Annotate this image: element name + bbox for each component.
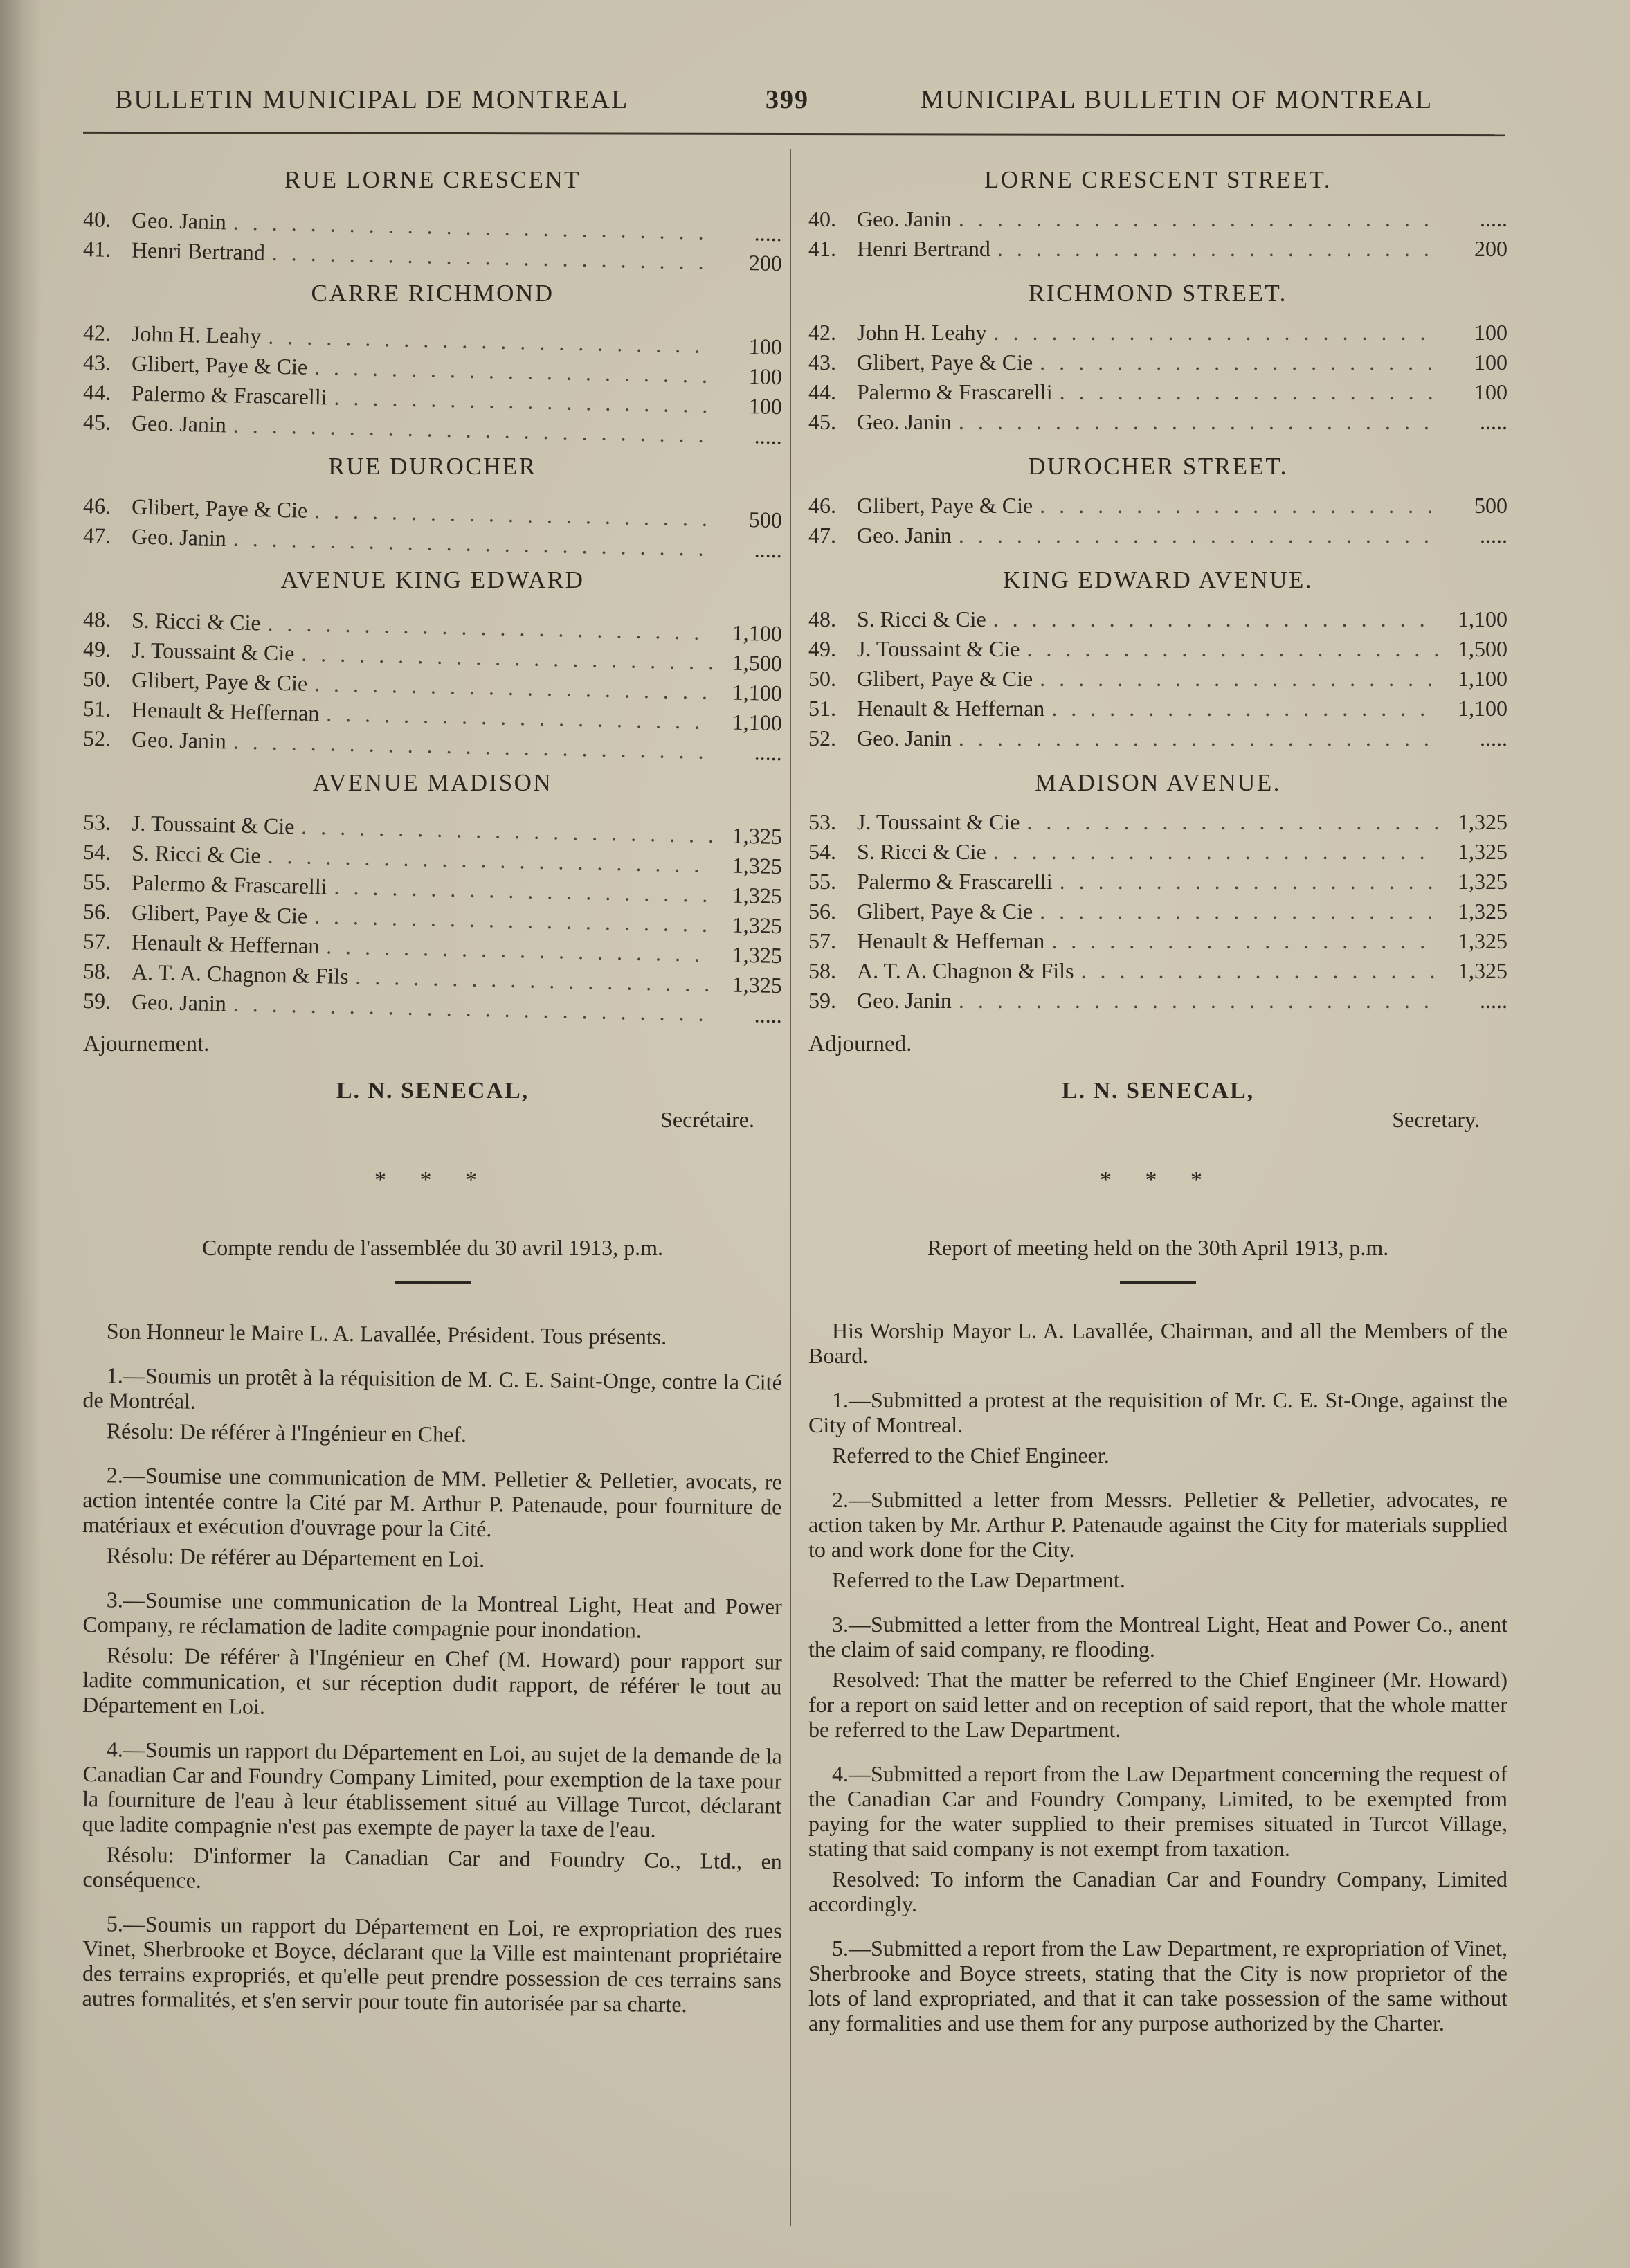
section-title: LORNE CRESCENT STREET.: [984, 166, 1332, 193]
short-rule: [1120, 1281, 1196, 1284]
dot-leader: [993, 839, 1438, 865]
tender-amount: .....: [1480, 523, 1507, 548]
tender-amount: 1,500: [732, 649, 783, 676]
dot-leader: [1040, 899, 1438, 924]
tender-amount: 1,325: [732, 971, 783, 998]
tender-amount: .....: [1480, 726, 1507, 750]
adjourn-text: Ajournement.: [83, 1032, 210, 1056]
item-number: 52.: [808, 726, 836, 750]
contractor-name: S. Ricci & Cie: [857, 839, 986, 864]
item-number: 43.: [82, 350, 111, 375]
tender-row: [808, 726, 1507, 755]
contractor-name: Henault & Heffernan: [857, 928, 1045, 953]
item-number: 42.: [82, 320, 111, 345]
contractor-name: Glibert, Paye & Cie: [857, 666, 1033, 691]
section-title: RUE LORNE CRESCENT: [284, 166, 581, 193]
item-number: 55.: [82, 869, 111, 894]
french-column: [83, 152, 782, 2016]
contractor-name: Geo. Janin: [131, 410, 227, 438]
tender-amount: .....: [754, 537, 783, 563]
minutes-paragraph: Referred to the Law Department.: [832, 1567, 1125, 1592]
item-number: 47.: [82, 523, 111, 548]
item-number: 49.: [808, 636, 836, 661]
item-number: 48.: [82, 606, 111, 632]
minutes-paragraph: 4.—Submitted a report from the Law Department concerning the request of the Canadian Car and Foundry Company, Limited, to be exempted from paying for the water supplied to their premises situated in Turcot Village, stating that said company is not exempt from taxation.: [808, 1761, 1507, 1861]
dot-leader: [1060, 869, 1438, 894]
contractor-name: Geo. Janin: [857, 726, 952, 750]
dot-leader: [314, 498, 713, 532]
contractor-name: S. Ricci & Cie: [131, 840, 262, 868]
tender-list: [808, 206, 1507, 266]
tender-list: [808, 809, 1507, 1018]
tender-amount: .....: [754, 423, 783, 449]
item-number: 41.: [82, 236, 111, 262]
contractor-name: J. Toussaint & Cie: [857, 809, 1020, 834]
item-number: 49.: [82, 636, 111, 662]
contractor-name: S. Ricci & Cie: [857, 606, 986, 631]
contractor-name: Geo. Janin: [131, 523, 227, 551]
contractor-name: Palermo & Frascarelli: [131, 380, 327, 410]
tender-list: [808, 493, 1507, 552]
contractor-name: Geo. Janin: [857, 988, 952, 1013]
item-number: 53.: [82, 809, 111, 835]
contractor-name: J. Toussaint & Cie: [857, 636, 1020, 661]
dot-leader: [959, 206, 1438, 232]
tender-amount: 500: [748, 507, 783, 533]
dot-leader: [1026, 636, 1438, 662]
tender-list: [82, 809, 783, 1028]
section-title: MADISON AVENUE.: [1035, 769, 1281, 796]
contractor-name: Glibert, Paye & Cie: [857, 350, 1033, 375]
item-number: 56.: [82, 899, 111, 924]
minutes-paragraph: Résolu: De référer à l'Ingénieur en Chef.: [106, 1418, 467, 1447]
item-number: 42.: [808, 320, 836, 345]
minutes-paragraph: Résolu: De référer à l'Ingénieur en Chef (M. Howard) pour rapport sur ladite communication, et sur réception dudit rapport, de référer le tout au Département en Loi.: [82, 1642, 782, 1719]
tender-sections: [808, 166, 1507, 1018]
signature-name: L. N. SENECAL,: [336, 1078, 529, 1104]
minutes-paragraph: 2.—Soumise une communication de MM. Pelletier & Pelletier, avocats, re action intentée contre la Cité par M. Arthur P. Patenaude, pour fourniture de matériaux et exécution d'ouvrage pour la Cité.: [82, 1462, 782, 1542]
contractor-name: Geo. Janin: [857, 206, 952, 231]
item-number: 46.: [82, 493, 111, 519]
dot-leader: [1040, 350, 1438, 375]
item-number: 58.: [82, 958, 111, 984]
dot-leader: [1081, 958, 1438, 984]
tender-amount: .....: [754, 1002, 783, 1028]
report-title: Report of meeting held on the 30th April 1913, p.m.: [927, 1235, 1389, 1260]
minutes-paragraph: 4.—Soumis un rapport du Département en Loi, au sujet de la demande de la Canadian Car and Foundry Company Limited, pour exemption de la taxe pour la fourniture de l'eau à leur établissement situé au Village Turcot, déclarant que ladite compagnie n'est pas exempte de payer la taxe de l'eau.: [82, 1736, 782, 1842]
minutes-paragraph: Resolved: That the matter be referred to the Chief Engineer (Mr. Howard) for a report on said letter and on reception of said report, that the whole matter be referred to the Law Department.: [808, 1667, 1507, 1742]
item-number: 56.: [808, 899, 836, 924]
dot-leader: [1040, 666, 1438, 692]
contractor-name: A. T. A. Chagnon & Fils: [131, 959, 349, 989]
tender-list: [808, 606, 1507, 755]
tender-amount: 1,100: [1458, 696, 1507, 721]
section-title: KING EDWARD AVENUE.: [1002, 566, 1314, 593]
item-number: 57.: [808, 928, 836, 953]
tender-row: [808, 320, 1507, 350]
tender-amount: .....: [1480, 409, 1507, 434]
tender-row: [808, 666, 1507, 696]
tender-amount: 1,100: [732, 679, 783, 706]
tender-amount: 100: [748, 363, 783, 390]
section-title: CARRE RICHMOND: [311, 280, 554, 307]
dot-leader: [268, 324, 713, 359]
minutes-paragraph: Résolu: De référer au Département en Loi.: [106, 1542, 485, 1572]
tender-amount: .....: [1480, 988, 1507, 1013]
tender-amount: 500: [1474, 493, 1507, 518]
minutes-paragraph: 1.—Submitted a protest at the requisition of Mr. C. E. St-Onge, against the City of Montreal.: [808, 1387, 1507, 1437]
contractor-name: Glibert, Paye & Cie: [857, 899, 1033, 924]
dot-leader: [1040, 493, 1438, 519]
contractor-name: Glibert, Paye & Cie: [131, 494, 308, 523]
section-title: RICHMOND STREET.: [1029, 280, 1287, 307]
item-number: 40.: [82, 206, 111, 232]
tender-amount: 1,325: [732, 912, 783, 939]
contractor-name: Geo. Janin: [131, 207, 227, 235]
contractor-name: Geo. Janin: [131, 726, 227, 754]
tender-amount: 200: [748, 250, 783, 276]
dot-leader: [959, 988, 1438, 1014]
binding-shadow: [0, 0, 42, 2268]
item-number: 45.: [82, 409, 111, 435]
adjourn-text: Adjourned.: [808, 1032, 912, 1056]
item-number: 58.: [808, 958, 836, 983]
running-head-english: MUNICIPAL BULLETIN OF MONTREAL: [921, 85, 1433, 114]
section-title: AVENUE MADISON: [312, 769, 553, 796]
item-number: 44.: [82, 379, 111, 405]
tender-amount: 200: [1474, 236, 1507, 261]
minutes-paragraph: Referred to the Chief Engineer.: [832, 1443, 1110, 1468]
signature-role: Secrétaire.: [660, 1107, 754, 1132]
item-number: 55.: [808, 869, 836, 894]
minutes-paragraph: His Worship Mayor L. A. Lavallée, Chairman, and all the Members of the Board.: [808, 1318, 1507, 1368]
contractor-name: Henault & Heffernan: [131, 929, 320, 959]
contractor-name: S. Ricci & Cie: [131, 607, 262, 636]
dot-leader: [997, 236, 1438, 262]
dot-leader: [1051, 696, 1438, 721]
tender-amount: 1,325: [1458, 958, 1507, 983]
contractor-name: Geo. Janin: [857, 409, 952, 434]
section-title: RUE DUROCHER: [328, 453, 537, 480]
item-number: 54.: [808, 839, 836, 864]
column-divider: [790, 149, 791, 2226]
section-title: DUROCHER STREET.: [1028, 453, 1288, 480]
dot-leader: [233, 210, 713, 246]
header-rule: [83, 132, 1505, 136]
section-title: AVENUE KING EDWARD: [280, 566, 585, 593]
item-number: 51.: [82, 696, 111, 721]
tender-row: [808, 636, 1507, 666]
item-number: 50.: [82, 666, 111, 692]
tender-row: [808, 928, 1507, 958]
tender-row: [808, 988, 1507, 1018]
tender-amount: 1,325: [1458, 839, 1507, 864]
tender-amount: 1,100: [1458, 666, 1507, 691]
item-number: 44.: [808, 379, 836, 404]
item-number: 47.: [808, 523, 836, 548]
tender-list: [82, 606, 783, 766]
contractor-name: Geo. Janin: [131, 989, 227, 1016]
tender-row: [808, 379, 1507, 409]
signature-name: L. N. SENECAL,: [1061, 1078, 1255, 1104]
tender-amount: 1,325: [732, 822, 783, 849]
tender-row: [808, 899, 1507, 928]
contractor-name: A. T. A. Chagnon & Fils: [857, 958, 1074, 983]
dot-leader: [959, 726, 1438, 751]
running-head-french: BULLETIN MUNICIPAL DE MONTREAL: [115, 85, 629, 114]
contractor-name: Glibert, Paye & Cie: [131, 899, 308, 928]
contractor-name: John H. Leahy: [131, 321, 262, 349]
tender-sections: [82, 166, 783, 1028]
minutes-paragraph: 3.—Soumise une communication de la Montreal Light, Heat and Power Company, re réclamation de ladite compagnie pour inondation.: [82, 1587, 782, 1643]
signature-block: [808, 1078, 1507, 1133]
tender-row: [808, 206, 1507, 236]
minutes-paragraph: 5.—Submitted a report from the Law Department, re expropriation of Vinet, Sherbrooke and Boyce streets, stating that the City is now proprietor of the lots of land expropriated, and that it can take possession of the same without any formalities and use them for any purpose authorized by the Charter.: [808, 1936, 1507, 2035]
short-rule: [395, 1281, 471, 1284]
tender-amount: .....: [754, 220, 783, 246]
tender-row: [808, 350, 1507, 379]
item-number: 59.: [82, 988, 111, 1014]
contractor-name: Palermo & Frascarelli: [857, 379, 1053, 404]
tender-amount: 100: [748, 334, 783, 360]
tender-row: [808, 606, 1507, 636]
contractor-name: Henault & Heffernan: [131, 696, 320, 726]
dot-leader: [1060, 379, 1438, 405]
tender-row: [808, 409, 1507, 439]
tender-amount: 100: [748, 393, 783, 420]
contractor-name: Glibert, Paye & Cie: [131, 350, 308, 379]
minutes-paragraph: 3.—Submitted a letter from the Montreal Light, Heat and Power Co., anent the claim of said company, re flooding.: [808, 1612, 1507, 1662]
tender-list: [82, 320, 783, 449]
tender-amount: 1,100: [732, 709, 783, 736]
contractor-name: Geo. Janin: [857, 523, 952, 548]
item-number: 57.: [82, 928, 111, 954]
minutes-paragraphs: [82, 1318, 782, 2017]
dot-leader: [1051, 928, 1438, 954]
item-number: 54.: [82, 839, 111, 865]
tender-amount: .....: [754, 739, 783, 766]
english-column: [808, 152, 1507, 2041]
contractor-name: Glibert, Paye & Cie: [857, 493, 1033, 518]
minutes-paragraphs: [808, 1318, 1507, 2035]
dot-leader: [1026, 809, 1438, 835]
dot-leader: [959, 523, 1438, 548]
tender-row: [808, 523, 1507, 552]
item-number: 40.: [808, 206, 836, 231]
item-number: 52.: [82, 726, 111, 751]
contractor-name: Glibert, Paye & Cie: [131, 667, 308, 696]
tender-list: [808, 320, 1507, 439]
contractor-name: Palermo & Frascarelli: [131, 870, 327, 899]
tender-amount: 1,325: [732, 852, 783, 879]
tender-row: [808, 696, 1507, 726]
minutes-paragraph: 2.—Submitted a letter from Messrs. Pelletier & Pelletier, advocates, re action taken by Mr. Arthur P. Patenaude against the City for materials supplied to and work done for the City.: [808, 1487, 1507, 1562]
tender-amount: 100: [1474, 320, 1507, 345]
tender-row: [808, 236, 1507, 266]
item-number: 48.: [808, 606, 836, 631]
tender-amount: 100: [1474, 350, 1507, 375]
item-number: 41.: [808, 236, 836, 261]
tender-row: [808, 493, 1507, 523]
tender-list: [82, 493, 783, 563]
dot-leader: [267, 611, 713, 645]
tender-amount: 1,325: [1458, 899, 1507, 924]
item-number: 43.: [808, 350, 836, 375]
minutes-paragraph: Résolu: D'informer la Canadian Car and Foundry Co., Ltd., en conséquence.: [82, 1842, 782, 1893]
item-number: 51.: [808, 696, 836, 721]
section-break-stars: * * *: [374, 1167, 491, 1193]
minutes-paragraph: 1.—Soumis un protêt à la réquisition de M. C. E. Saint-Onge, contre la Cité de Montréal.: [82, 1362, 782, 1414]
tender-amount: 1,325: [732, 882, 783, 909]
page-number: 399: [766, 85, 809, 114]
tender-amount: 1,325: [732, 942, 783, 969]
contractor-name: Henri Bertrand: [131, 237, 266, 265]
dot-leader: [994, 320, 1438, 345]
tender-amount: 1,325: [1458, 869, 1507, 894]
contractor-name: J. Toussaint & Cie: [131, 637, 295, 666]
dot-leader: [959, 409, 1438, 435]
tender-amount: .....: [1480, 206, 1507, 231]
signature-block: [83, 1078, 782, 1133]
tender-amount: 1,500: [1458, 636, 1507, 661]
tender-amount: 1,100: [732, 620, 783, 647]
item-number: 59.: [808, 988, 836, 1013]
minutes-paragraph: Resolved: To inform the Canadian Car and Foundry Company, Limited accordingly.: [808, 1866, 1507, 1916]
tender-row: [808, 958, 1507, 988]
dot-leader: [301, 814, 713, 848]
minutes-paragraph: Son Honneur le Maire L. A. Lavallée, Président. Tous présents.: [106, 1318, 667, 1349]
minutes-paragraph: 5.—Soumis un rapport du Département en Loi, re expropriation des rues Vinet, Sherbrooke et Boyce, déclarant que la Ville est maintenant propriétaire des terrains expropriés, et qu'elle peut prendre possession de ces terrains sans autres formalités, et s'en servir pour toute fin autorisée par sa charte.: [82, 1911, 782, 2017]
section-break-stars: * * *: [1100, 1167, 1216, 1193]
item-number: 50.: [808, 666, 836, 691]
tender-amount: 1,100: [1458, 606, 1507, 631]
tender-amount: 1,325: [1458, 809, 1507, 834]
dot-leader: [993, 606, 1438, 632]
tender-amount: 1,325: [1458, 928, 1507, 953]
item-number: 53.: [808, 809, 836, 834]
contractor-name: Henri Bertrand: [857, 236, 990, 261]
tender-row: [808, 869, 1507, 899]
tender-row: [808, 809, 1507, 839]
tender-amount: 100: [1474, 379, 1507, 404]
report-title: Compte rendu de l'assemblée du 30 avril 1913, p.m.: [201, 1235, 664, 1260]
contractor-name: Palermo & Frascarelli: [857, 869, 1053, 894]
contractor-name: Henault & Heffernan: [857, 696, 1045, 721]
tender-row: [808, 839, 1507, 869]
signature-role: Secretary.: [1392, 1107, 1480, 1132]
tender-list: [82, 206, 783, 276]
contractor-name: John H. Leahy: [857, 320, 987, 345]
item-number: 45.: [808, 409, 836, 434]
contractor-name: J. Toussaint & Cie: [131, 810, 295, 839]
item-number: 46.: [808, 493, 836, 518]
